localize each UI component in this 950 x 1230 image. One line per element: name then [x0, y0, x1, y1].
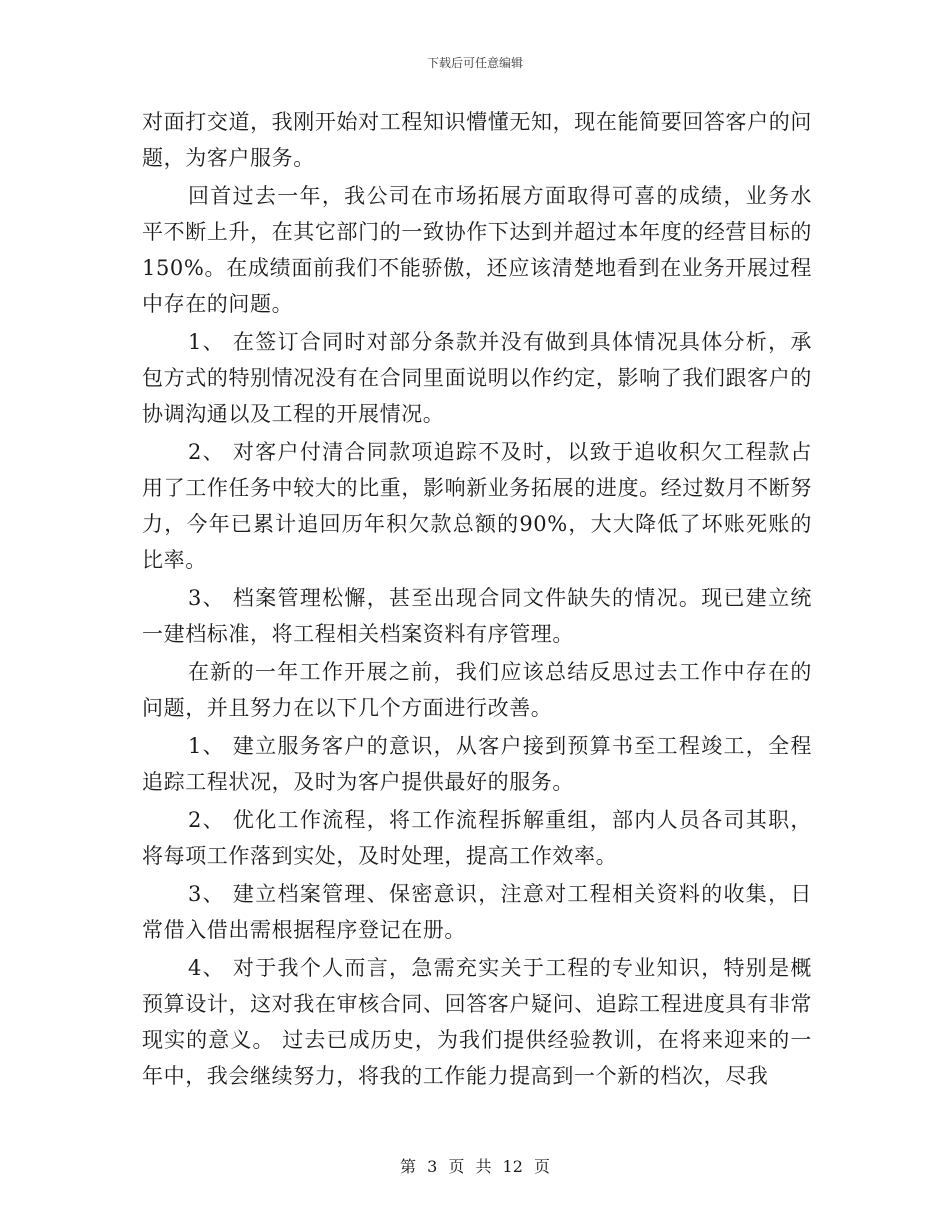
paragraph-10: 4、 对于我个人而言，急需充实关于工程的专业知识，特别是概预算设计，这对我在审核合同、回答客户疑问、追踪工程进度具有非常现实的意义。 过去已成历史，为我们提供经验教训，在将来迎来的一年中，我会继续努力，将我的工作能力提高到一个新的档次，尽我 — [142, 956, 812, 1088]
paragraph-3: 1、 在签订合同时对部分条款并没有做到具体情况具体分析，承包方式的特别情况没有在合同里面说明以作约定，影响了我们跟客户的协调沟通以及工程的开展情况。 — [142, 330, 812, 426]
paragraph-6: 在新的一年工作开展之前，我们应该总结反思过去工作中存在的问题，并且努力在以下几个方面进行改善。 — [142, 660, 812, 720]
page-header: 下载后可任意编辑 — [426, 56, 523, 70]
page-footer: 第 3 页 共 12 页 — [400, 1157, 550, 1176]
paragraph-2: 回首过去一年，我公司在市场拓展方面取得可喜的成绩，业务水平不断上升，在其它部门的一致协作下达到并超过本年度的经营目标的150%。在成绩面前我们不能骄傲，还应该清楚地看到在业务开展过程中存在的问题。 — [142, 184, 812, 316]
paragraph-7: 1、 建立服务客户的意识，从客户接到预算书至工程竣工，全程追踪工程状况，及时为客户提供最好的服务。 — [142, 734, 812, 794]
paragraph-4: 2、 对客户付清合同款项追踪不及时，以致于追收积欠工程款占用了工作任务中较大的比重，影响新业务拓展的进度。经过数月不断努力，今年已累计追回历年积欠款总额的90%，大大降低了坏账死账的比率。 — [142, 440, 812, 572]
paragraph-1: 对面打交道，我刚开始对工程知识懵懂无知，现在能简要回答客户的问题，为客户服务。 — [142, 110, 812, 170]
document-body — [142, 104, 812, 1096]
paragraph-8: 2、 优化工作流程，将工作流程拆解重组，部内人员各司其职，将每项工作落到实处，及时处理，提高工作效率。 — [142, 808, 812, 868]
paragraph-9: 3、 建立档案管理、保密意识，注意对工程相关资料的收集，日常借入借出需根据程序登记在册。 — [142, 882, 812, 942]
paragraph-5: 3、 档案管理松懈，甚至出现合同文件缺失的情况。现已建立统一建档标准，将工程相关档案资料有序管理。 — [142, 586, 812, 646]
